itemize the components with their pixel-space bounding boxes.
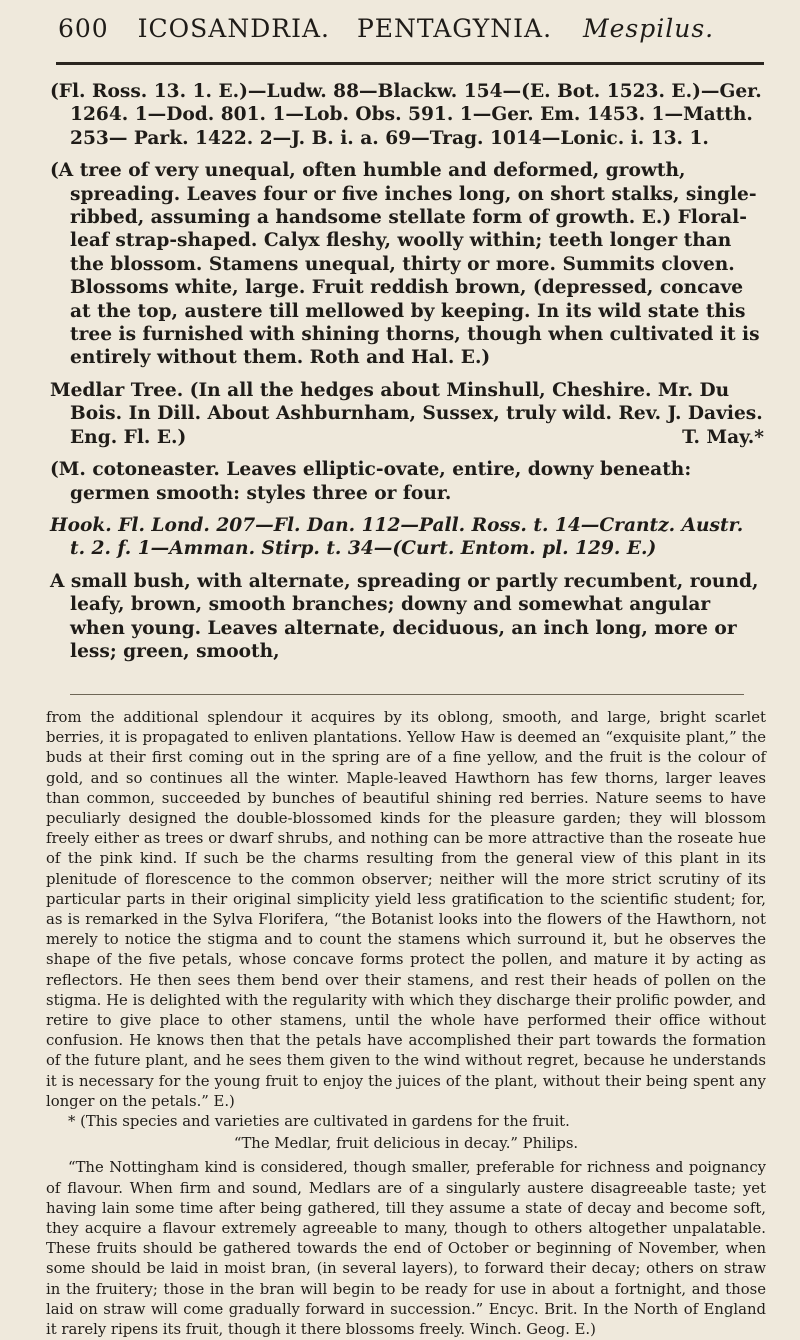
- description-1: (A tree of very unequal, often humble and deformed, growth, spreading. Leaves four or five inches long, on short stalks, single-ribbed, assuming a handsome stellate form of growth. E.) Floral-leaf strap-shaped. Calyx fleshy, woolly within; teeth longer than the blossom. Stamens unequal, thirty or more. Summits cloven. Blossoms white, large. Fruit reddish brown, (depressed, concave at the top, austere till mellowed by keeping. In its wild state this tree is furnished with shining thorns, though when cultivated it is entirely without them. Roth and Hal. E.): [50, 160, 760, 369]
- class-name: ICOSANDRIA.: [137, 14, 330, 43]
- cotoneaster-entry: (M. cotoneaster. Leaves elliptic-ovate, entire, downy beneath: germen smooth: styles three or four.: [50, 459, 692, 504]
- medlar-text: Medlar Tree. (In all the hedges about Minshull, Cheshire. Mr. Du Bois. In Dill. About Ashburnham, Sussex, truly wild. Rev. J. Davies. Eng. Fl. E.): [50, 379, 763, 448]
- running-head: [58, 14, 760, 43]
- footnote-paragraph-2: * (This species and varieties are cultivated in gardens for the fruit.: [68, 1113, 570, 1131]
- order-name: PENTAGYNIA.: [356, 14, 553, 43]
- footnote-paragraph-1: from the additional splendour it acquires by its oblong, smooth, and large, bright scarlet berries, it is propagated to enliven plantations. Yellow Haw is deemed an “exquisite plant,” the buds at their first coming out in the spring are of a fine yellow, and the fruit is the colour of gold, and so continues all the winter. Maple-leaved Hawthorn has few thorns, larger leaves than common, succeeded by bunches of beautiful shining red berries. Nature seems to have peculiarly designed the double-blossomed kinds for the pleasure garden; they will blossom freely either as trees or dwarf shrubs, and nothing can be more attractive than the roseate hue of the pink kind. If such be the charms resulting from the general view of this plant in its plenitude of florescence to the common observer; neither will the more strict scrutiny of its particular parts in their original simplicity yield less gratification to the scientific student; for, as is remarked in the Sylva Florifera, “the Botanist looks into the flowers of the Hawthorn, not merely to notice the stigma and to count the stamens which surround it, but he observes the shape of the five petals, whose concave forms protect the pollen, and mature it by acting as reflectors. He then sees them bend over their stamens, and rest their heads of pollen on the stigma. He is delighted with the regularity with which they discharge their prolific powder, and retire to give place to other stamens, until the whole have performed their office without confusion. He knows then that the petals have accomplished their part towards the formation of the future plant, and he sees them given to the wind without regret, because he understands it is necessary for the young fruit to enjoy the juices of the plant, without their being spent any longer on the petals.” E.): [46, 709, 766, 1110]
- main-entries: [50, 80, 764, 672]
- genus-name: Mespilus.: [583, 14, 715, 43]
- description-2: A small bush, with alternate, spreading or partly recumbent, round, leafy, brown, smooth branches; downy and somewhat angular when young. Leaves alternate, deciduous, an inch long, more or less; green, smooth,: [50, 570, 759, 662]
- page-number: 600: [58, 14, 109, 43]
- references-2: Hook. Fl. Lond. 207—Fl. Dan. 112—Pall. Ross. t. 14—Crantz. Austr. t. 2. f. 1—Amman. Stirp. t. 34—(Curt. Entom. pl. 129. E.): [50, 514, 744, 560]
- medlar-quote: “The Medlar, fruit delicious in decay.” Philips.: [233, 1135, 579, 1153]
- footnote-separator: [70, 694, 744, 695]
- header-rule: [56, 62, 764, 65]
- references-1: (Fl. Ross. 13. 1. E.)—Ludw. 88—Blackw. 154—(E. Bot. 1523. E.)—Ger. 1264. 1—Dod. 801. 1—Lob. Obs. 591. 1—Ger. Em. 1453. 1—Matth. 253— Park. 1422. 2—J. B. i. a. 69—Trag. 1014—Lonic. i. 13. 1.: [50, 81, 762, 149]
- medlar-entry: [50, 379, 764, 449]
- footnotes: [46, 708, 766, 1340]
- footnote-paragraph-3: “The Nottingham kind is considered, though smaller, preferable for richness and poignancy of flavour. When firm and sound, Medlars are of a singularly austere disagreeable taste; yet having lain some time after being gathered, till they assume a state of decay and become soft, they acquire a flavour extremely agreeable to many, though to others altogether unpalatable. These fruits should be gathered towards the end of October or beginning of November, when some should be laid in moist bran, (in several layers), to forward their decay; others on straw in the fruitery; those in the bran will begin to be ready for use in about a fortnight, and those laid on straw will come gradually forward in succession.” Encyc. Brit. In the North of England it rarely ripens its fruit, though it there blossoms freely. Winch. Geog. E.): [46, 1159, 766, 1339]
- medlar-signature: T. May.*: [682, 426, 764, 448]
